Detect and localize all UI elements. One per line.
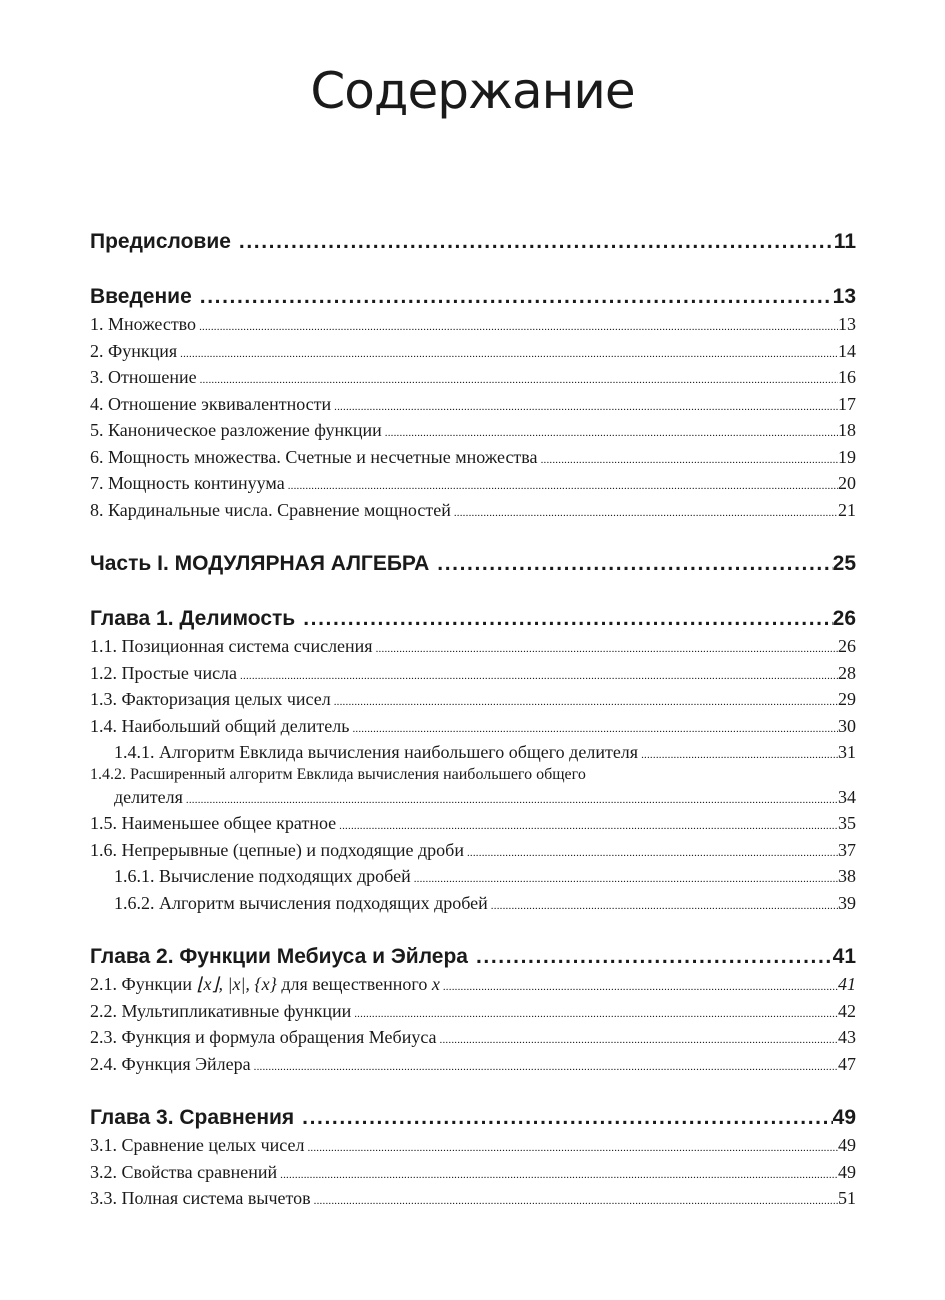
entry-page: 41	[832, 945, 856, 968]
entry-label: Глава 1. Делимость	[90, 607, 296, 630]
entry-page: 43	[838, 1027, 856, 1047]
entry-label	[90, 971, 440, 998]
toc-entry[interactable]	[90, 713, 856, 740]
toc-entry[interactable]	[90, 837, 856, 864]
toc-entry[interactable]	[90, 863, 856, 890]
entry-label: Введение	[90, 285, 192, 308]
entry-page: 37	[838, 839, 856, 860]
entry-label: 1.4.1. Алгоритм Евклида вычисления наибольшего общего делителя	[114, 742, 639, 762]
entry-page: 34	[838, 786, 856, 807]
entry-page: 19	[838, 446, 856, 467]
entry-label: 5. Каноническое разложение функции	[90, 420, 382, 440]
toc-entry-chapter-3[interactable]	[90, 1104, 856, 1132]
entry-page: 47	[838, 1053, 856, 1074]
toc-entry[interactable]	[90, 391, 856, 418]
toc-entry-wrapped-line[interactable]: 1.4.2. Расширенный алгоритм Евклида вычисления наибольшего общего	[90, 765, 586, 783]
toc-entry[interactable]	[90, 633, 856, 660]
entry-page: 41	[838, 974, 856, 994]
entry-page: 20	[838, 473, 856, 493]
toc-entry[interactable]	[90, 311, 856, 338]
entry-label: Глава 2. Функции Мебиуса и Эйлера	[90, 945, 468, 968]
dot-leader	[373, 636, 838, 663]
entry-page: 13	[838, 314, 856, 334]
entry-page: 39	[838, 892, 856, 913]
entry-label: 1. Множество	[90, 314, 197, 334]
entry-page: 49	[838, 1161, 856, 1182]
dot-leader	[294, 1104, 832, 1132]
entry-label: 8. Кардинальные числа. Сравнение мощностей	[90, 499, 451, 520]
dot-leader	[488, 893, 838, 920]
dot-leader	[231, 228, 834, 256]
entry-label: 1.6. Непрерывные (цепные) и подходящие дроби	[90, 839, 464, 860]
toc-entry[interactable]	[90, 364, 856, 391]
toc-entry[interactable]	[90, 470, 856, 497]
entry-label: 1.5. Наименьшее общее кратное	[90, 813, 337, 833]
entry-page: 16	[838, 367, 856, 387]
toc-entry[interactable]	[90, 1159, 856, 1186]
toc-entry[interactable]	[90, 810, 856, 837]
entry-label: 1.1. Позиционная система счисления	[90, 636, 373, 656]
entry-label: Предисловие	[90, 230, 231, 253]
entry-page: 31	[838, 742, 856, 762]
entry-label: 1.3. Факторизация целых чисел	[90, 689, 331, 709]
toc-entry-chapter-1[interactable]	[90, 605, 856, 633]
entry-label: 3.2. Свойства сравнений	[90, 1161, 278, 1182]
dot-leader	[464, 840, 838, 867]
entry-page: 26	[838, 636, 856, 656]
toc-entry[interactable]	[90, 444, 856, 471]
dot-leader	[196, 314, 838, 341]
page-title: Содержание	[310, 62, 635, 120]
entry-page: 21	[838, 499, 856, 520]
entry-page: 13	[832, 285, 856, 308]
dot-leader	[538, 447, 838, 474]
toc-entry[interactable]	[90, 1024, 856, 1051]
entry-label-suffix: для вещественного	[276, 974, 432, 994]
table-of-contents	[90, 228, 856, 1212]
dot-leader	[437, 1027, 838, 1054]
toc-entry[interactable]	[90, 1185, 856, 1212]
entry-label: 2.2. Мультипликативные функции	[90, 1000, 352, 1021]
toc-entry[interactable]	[90, 998, 856, 1025]
dot-leader	[304, 1135, 838, 1162]
toc-entry[interactable]	[90, 1051, 856, 1078]
dot-leader	[468, 943, 833, 971]
dot-leader	[451, 500, 838, 527]
toc-entry[interactable]	[90, 686, 856, 713]
toc-entry[interactable]	[90, 739, 856, 766]
entry-page: 11	[833, 230, 856, 253]
entry-label: 7. Мощность континуума	[90, 473, 285, 493]
dot-leader	[638, 742, 838, 769]
dot-leader	[177, 341, 838, 368]
entry-page: 35	[838, 813, 856, 833]
entry-label-prefix: 2.1. Функции	[90, 974, 197, 994]
toc-entry[interactable]	[90, 660, 856, 687]
toc-entry[interactable]	[90, 497, 856, 524]
entry-label: 2.3. Функция и формула обращения Мебиуса	[90, 1027, 437, 1047]
toc-entry-chapter-2[interactable]	[90, 943, 856, 971]
toc-entry[interactable]	[90, 971, 856, 998]
toc-entry-intro[interactable]	[90, 283, 856, 311]
entry-page: 29	[838, 689, 856, 709]
entry-label: 3. Отношение	[90, 367, 197, 387]
dot-leader	[277, 1162, 838, 1189]
entry-page: 17	[838, 393, 856, 414]
entry-label: 1.4. Наибольший общий делитель	[90, 715, 350, 736]
toc-entry[interactable]	[90, 784, 856, 811]
entry-formula: ⌊x⌋, |x|, {x}	[196, 974, 277, 994]
entry-page: 49	[838, 1135, 856, 1155]
dot-leader	[251, 1054, 838, 1081]
toc-entry[interactable]	[90, 890, 856, 917]
toc-entry[interactable]	[90, 417, 856, 444]
dot-leader	[440, 974, 838, 1001]
toc-entry-part1[interactable]	[90, 550, 856, 578]
entry-label: 4. Отношение эквивалентности	[90, 393, 332, 414]
entry-label: 1.6.1. Вычисление подходящих дробей	[114, 866, 411, 886]
entry-label: 2.4. Функция Эйлера	[90, 1053, 251, 1074]
dot-leader	[192, 283, 833, 311]
dot-leader	[429, 550, 832, 578]
entry-label: 1.2. Простые числа	[90, 662, 238, 683]
entry-label: 2. Функция	[90, 340, 178, 361]
entry-page: 26	[832, 607, 856, 630]
toc-entry-preface[interactable]	[90, 228, 856, 256]
entry-label: Глава 3. Сравнения	[90, 1106, 295, 1129]
toc-entry[interactable]	[90, 338, 856, 365]
entry-page: 25	[832, 552, 856, 575]
dot-leader	[331, 689, 838, 716]
entry-label: 1.6.2. Алгоритм вычисления подходящих дробей	[114, 892, 488, 913]
entry-page: 49	[832, 1106, 856, 1129]
entry-label: 3.1. Сравнение целых чисел	[90, 1135, 305, 1155]
toc-entry[interactable]	[90, 1132, 856, 1159]
entry-label: Часть I. МОДУЛЯРНАЯ АЛГЕБРА	[90, 552, 430, 575]
entry-page: 14	[838, 340, 856, 361]
entry-variable: x	[431, 974, 440, 994]
entry-page: 28	[838, 662, 856, 683]
entry-label: 6. Мощность множества. Счетные и несчетные множества	[90, 446, 538, 467]
entry-page: 51	[838, 1188, 856, 1208]
dot-leader	[295, 605, 832, 633]
entry-page: 38	[838, 866, 856, 886]
dot-leader	[331, 394, 838, 421]
entry-label: 3.3. Полная система вычетов	[90, 1188, 311, 1208]
entry-page: 30	[838, 715, 856, 736]
dot-leader	[311, 1188, 838, 1215]
entry-label: делителя	[114, 786, 183, 807]
entry-page: 42	[838, 1000, 856, 1021]
entry-page: 18	[838, 420, 856, 440]
